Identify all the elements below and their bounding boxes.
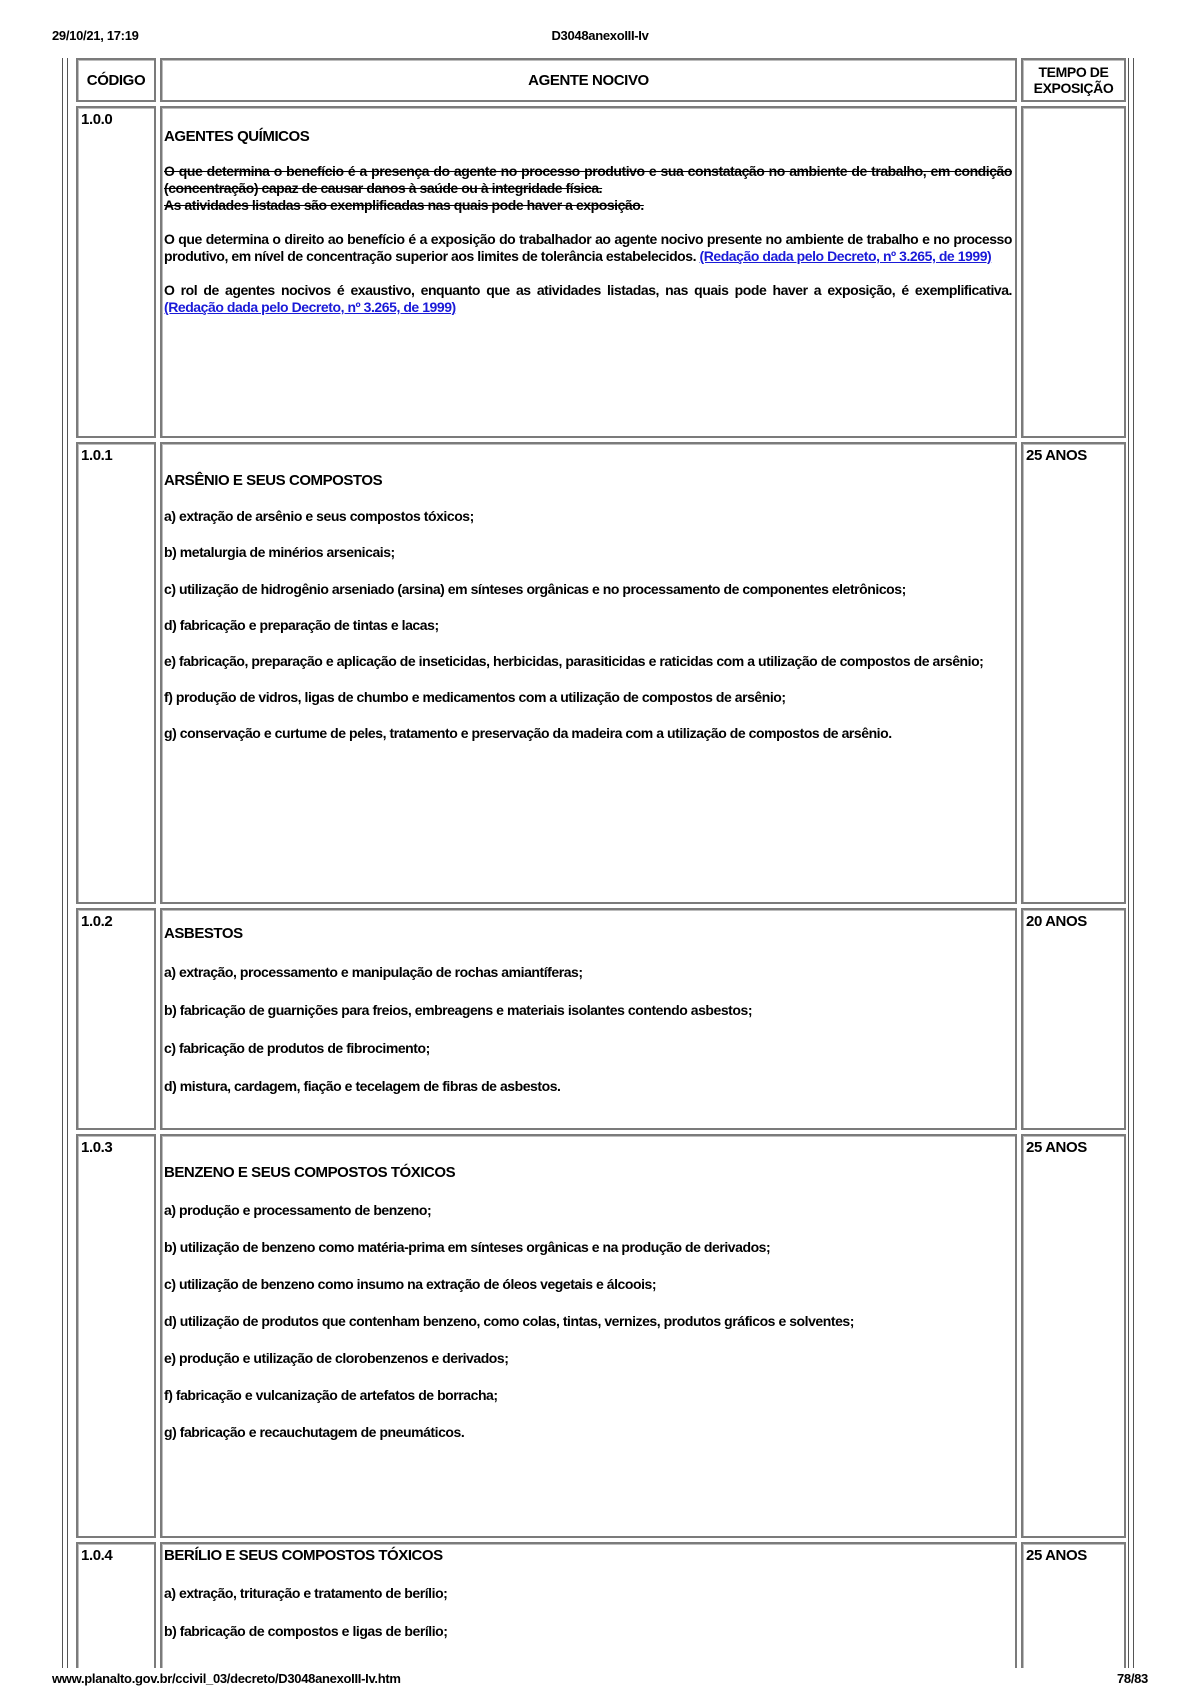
table-frame-right	[1128, 58, 1134, 1670]
row-1-item-e: e) fabricação, preparação e aplicação de inseticidas, herbicidas, parasiticidas e raticidas com a utilização de compostos de arsênio;	[164, 653, 984, 669]
row-1-item-b: b) metalurgia de minérios arsenicais;	[164, 544, 395, 560]
row-2-time-cell	[1021, 908, 1126, 1130]
print-page-number: 78/83	[1116, 1671, 1148, 1686]
row-3-item-d: d) utilização de produtos que contenham benzeno, como colas, tintas, vernizes, produtos gráficos e solventes;	[164, 1313, 854, 1329]
row-1-title: ARSÊNIO E SEUS COMPOSTOS	[164, 472, 383, 489]
header-code-label: CÓDIGO	[86, 71, 146, 89]
table-frame-left	[62, 58, 68, 1670]
row-4-item-a: a) extração, trituração e tratamento de berílio;	[164, 1585, 448, 1601]
row-1-time: 25 ANOS	[1026, 447, 1087, 464]
row-0-struck-paragraph-2: As atividades listadas são exemplificadas nas quais pode haver a exposição.	[164, 197, 644, 213]
row-2-code-cell	[76, 908, 156, 1130]
row-4-time: 25 ANOS	[1026, 1547, 1087, 1564]
row-0-paragraph-2-link[interactable]: (Redação dada pelo Decreto, nº 3.265, de 1999)	[164, 299, 456, 315]
row-0-code-cell	[76, 106, 156, 438]
row-3-code: 1.0.3	[81, 1139, 113, 1156]
row-1-item-c: c) utilização de hidrogênio arseniado (arsina) em sínteses orgânicas e no processamento de componentes eletrônicos;	[164, 581, 906, 597]
row-0-time-cell	[1021, 106, 1126, 438]
row-0-paragraph-1	[164, 231, 1012, 265]
row-1-code-cell	[76, 442, 156, 904]
row-3-time-cell	[1021, 1134, 1126, 1538]
row-3-code-cell	[76, 1134, 156, 1538]
row-2-code: 1.0.2	[81, 913, 113, 930]
header-agent-label: AGENTE NOCIVO	[528, 71, 649, 89]
row-2-item-a: a) extração, processamento e manipulação de rochas amiantíferas;	[164, 964, 583, 980]
row-0-paragraph-1-link[interactable]: (Redação dada pelo Decreto, nº 3.265, de 1999)	[699, 248, 992, 264]
header-time-line2: EXPOSIÇÃO	[1033, 80, 1114, 96]
print-doc-title: D3048anexoIII-Iv	[551, 28, 649, 43]
header-agent	[160, 58, 1017, 102]
row-1-code: 1.0.1	[81, 447, 113, 464]
row-1-time-cell	[1021, 442, 1126, 904]
row-0-agent-cell	[160, 106, 1017, 438]
row-4-code: 1.0.4	[81, 1547, 113, 1564]
print-url: www.planalto.gov.br/ccivil_03/decreto/D3048anexoIII-Iv.htm	[52, 1671, 401, 1686]
row-2-agent-cell	[160, 908, 1017, 1130]
row-0-struck-paragraph-1: O que determina o benefício é a presença do agente no processo produtivo e sua constatação no ambiente de trabalho, em condição (concentração) capaz de causar danos à saúde ou à integridade física.	[164, 163, 1012, 196]
row-4-time-cell	[1021, 1542, 1126, 1682]
row-0-paragraph-2-text: O rol de agentes nocivos é exaustivo, enquanto que as atividades listadas, nas quais pode haver a exposição, é exemplificativa.	[164, 282, 1012, 298]
header-code	[76, 58, 156, 102]
row-3-item-e: e) produção e utilização de clorobenzenos e derivados;	[164, 1350, 509, 1366]
row-3-item-g: g) fabricação e recauchutagem de pneumáticos.	[164, 1424, 465, 1440]
row-2-item-d: d) mistura, cardagem, fiação e tecelagem de fibras de asbestos.	[164, 1078, 561, 1094]
header-time	[1021, 58, 1126, 102]
row-3-item-f: f) fabricação e vulcanização de artefatos de borracha;	[164, 1387, 498, 1403]
row-3-item-a: a) produção e processamento de benzeno;	[164, 1202, 432, 1218]
row-3-time: 25 ANOS	[1026, 1139, 1087, 1156]
row-4-item-b: b) fabricação de compostos e ligas de berílio;	[164, 1623, 448, 1639]
row-1-item-g: g) conservação e curtume de peles, tratamento e preservação da madeira com a utilização de compostos de arsênio.	[164, 725, 892, 741]
row-3-item-c: c) utilização de benzeno como insumo na extração de óleos vegetais e álcoois;	[164, 1276, 657, 1292]
row-0-paragraph-1-text: O que determina o direito ao benefício é a exposição do trabalhador ao agente nocivo presente no ambiente de trabalho e no processo produtivo, em nível de concentração superior aos limites de tolerância estabelecidos.	[164, 231, 1012, 264]
row-0-time	[1023, 108, 1124, 111]
row-3-item-b: b) utilização de benzeno como matéria-prima em sínteses orgânicas e na produção de derivados;	[164, 1239, 771, 1255]
row-3-agent-cell	[160, 1134, 1017, 1538]
header-time-line1: TEMPO DE	[1038, 64, 1109, 80]
row-0-title: AGENTES QUÍMICOS	[164, 128, 310, 145]
row-1-item-f: f) produção de vidros, ligas de chumbo e medicamentos com a utilização de compostos de arsênio;	[164, 689, 786, 705]
row-4-code-cell	[76, 1542, 156, 1682]
row-3-title: BENZENO E SEUS COMPOSTOS TÓXICOS	[164, 1164, 456, 1181]
row-4-title: BERÍLIO E SEUS COMPOSTOS TÓXICOS	[164, 1547, 443, 1564]
row-0-code: 1.0.0	[81, 111, 113, 128]
row-0-paragraph-2	[164, 282, 1012, 316]
row-1-item-a: a) extração de arsênio e seus compostos tóxicos;	[164, 508, 474, 524]
row-2-item-c: c) fabricação de produtos de fibrocimento;	[164, 1040, 430, 1056]
row-1-item-d: d) fabricação e preparação de tintas e lacas;	[164, 617, 439, 633]
row-1-agent-cell	[160, 442, 1017, 904]
row-2-item-b: b) fabricação de guarnições para freios, embreagens e materiais isolantes contendo asbestos;	[164, 1002, 753, 1018]
row-2-time: 20 ANOS	[1026, 913, 1087, 930]
row-2-title: ASBESTOS	[164, 925, 243, 942]
row-4-agent-cell	[160, 1542, 1017, 1682]
print-datetime: 29/10/21, 17:19	[52, 28, 139, 43]
